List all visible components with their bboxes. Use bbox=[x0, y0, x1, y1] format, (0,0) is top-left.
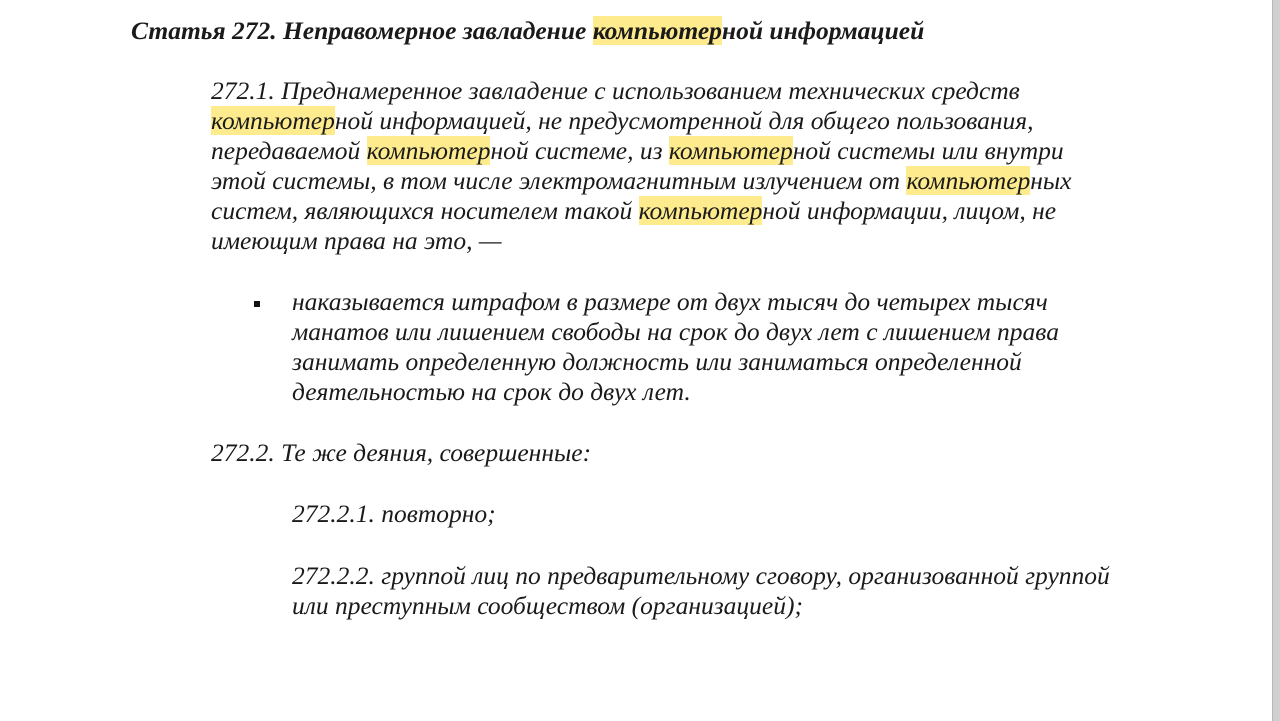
text-span: ной информацией, не предусмотренной для общего пользования, bbox=[334, 106, 1034, 135]
text-span: ной системы или внутри bbox=[792, 136, 1064, 165]
text-line: или преступным сообществом (организацией); bbox=[292, 591, 803, 620]
text-span: ной информации, лицом, не bbox=[762, 196, 1057, 225]
text-span: ных bbox=[1030, 166, 1072, 195]
search-highlight: компьютер bbox=[906, 166, 1031, 195]
article-title bbox=[131, 13, 924, 49]
text-line bbox=[211, 196, 1072, 226]
paragraph-272-2-1 bbox=[292, 499, 496, 529]
paragraph-272-2 bbox=[211, 438, 591, 468]
title-suffix: ной информацией bbox=[721, 16, 925, 45]
title-prefix: Статья 272. Неправомерное завладение bbox=[131, 16, 593, 45]
text-line: имеющим права на это, — bbox=[211, 226, 502, 255]
text-line bbox=[211, 136, 1072, 166]
vertical-scrollbar[interactable] bbox=[1273, 0, 1280, 721]
text-line: наказывается штрафом в размере от двух тысяч до четырех тысяч bbox=[292, 287, 1048, 316]
text-span: передаваемой bbox=[211, 136, 367, 165]
sanction-bullet bbox=[292, 287, 1059, 407]
bullet-square-icon bbox=[254, 301, 260, 307]
text-line: 272.2.2. группой лиц по предварительному сговору, организованной группой bbox=[292, 561, 1110, 590]
text-line bbox=[211, 106, 1072, 136]
text-span: этой системы, в том числе электромагнитным излучением от bbox=[211, 166, 907, 195]
text-line: деятельностью на срок до двух лет. bbox=[292, 377, 691, 406]
paragraph-272-1 bbox=[211, 76, 1072, 256]
search-highlight: компьютер bbox=[366, 136, 491, 165]
text-line: манатов или лишением свободы на срок до двух лет с лишением права bbox=[292, 317, 1059, 346]
paragraph-272-2-2 bbox=[292, 561, 1110, 621]
search-highlight: компьютер bbox=[592, 16, 722, 45]
text-span: систем, являющихся носителем такой bbox=[211, 196, 639, 225]
search-highlight: компьютер bbox=[638, 196, 763, 225]
search-highlight: компьютер bbox=[211, 106, 335, 135]
text-line: 272.2. Те же деяния, совершенные: bbox=[211, 438, 592, 467]
text-span: ной системе, из bbox=[490, 136, 669, 165]
text-line: 272.2.1. повторно; bbox=[292, 499, 496, 528]
text-line bbox=[211, 166, 1072, 196]
search-highlight: компьютер bbox=[668, 136, 793, 165]
text-line: занимать определенную должность или заниматься определенной bbox=[292, 347, 1022, 376]
text-line: 272.1. Преднамеренное завладение с использованием технических средств bbox=[211, 76, 1020, 105]
